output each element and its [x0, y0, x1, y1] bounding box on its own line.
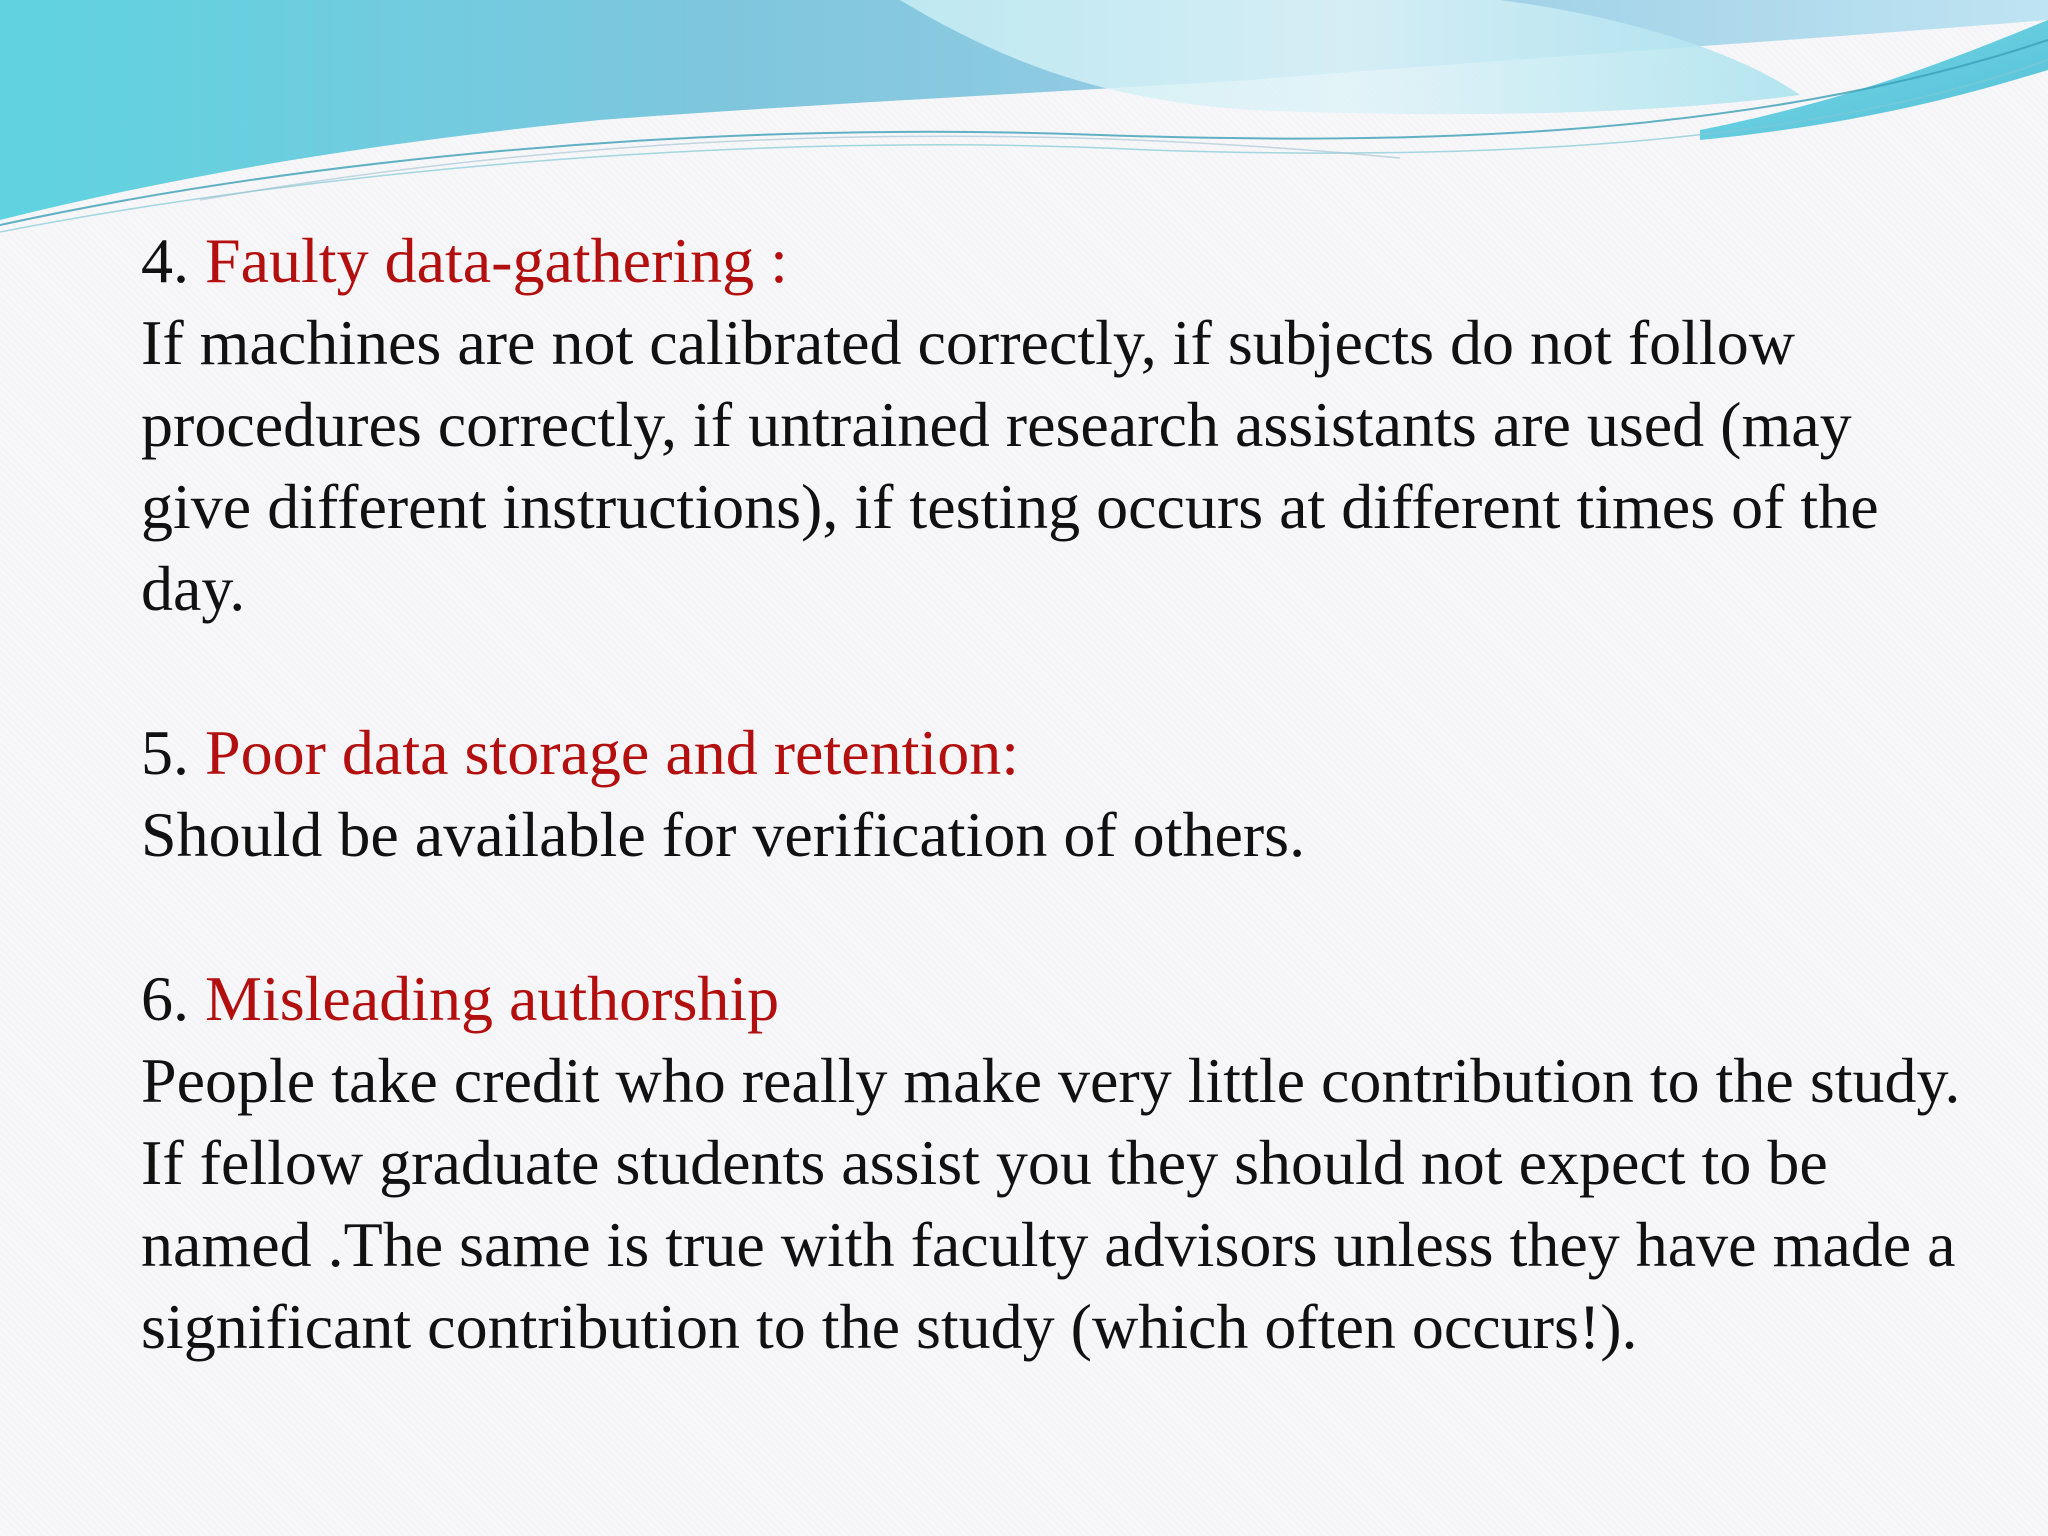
section-number: 4.	[141, 225, 189, 296]
section-poor-data-storage	[141, 712, 1961, 876]
section-body: If machines are not calibrated correctly, if subjects do not follow procedures correctly, if untrained research assistants are used (may give different instructions), if testing occurs at different times of the day.	[141, 307, 1879, 624]
section-misleading-authorship	[141, 958, 1961, 1368]
section-heading	[141, 712, 1961, 794]
section-number: 6.	[141, 963, 189, 1034]
section-faulty-data-gathering	[141, 220, 1961, 630]
header-wave-decoration	[0, 0, 2048, 240]
section-heading	[141, 220, 1961, 302]
section-number: 5.	[141, 717, 189, 788]
section-title: Faulty data-gathering :	[205, 225, 788, 296]
section-body: Should be available for verification of others.	[141, 799, 1306, 870]
section-title: Misleading authorship	[205, 963, 780, 1034]
section-body: People take credit who really make very little contribution to the study. If fellow graduate students assist you they should not expect to be named .The same is true with faculty advisors unless they have made a significant contribution to the study (which often occurs!).	[141, 1045, 1961, 1362]
section-title: Poor data storage and retention:	[205, 717, 1019, 788]
section-heading	[141, 958, 1961, 1040]
slide-content	[141, 220, 1961, 1368]
